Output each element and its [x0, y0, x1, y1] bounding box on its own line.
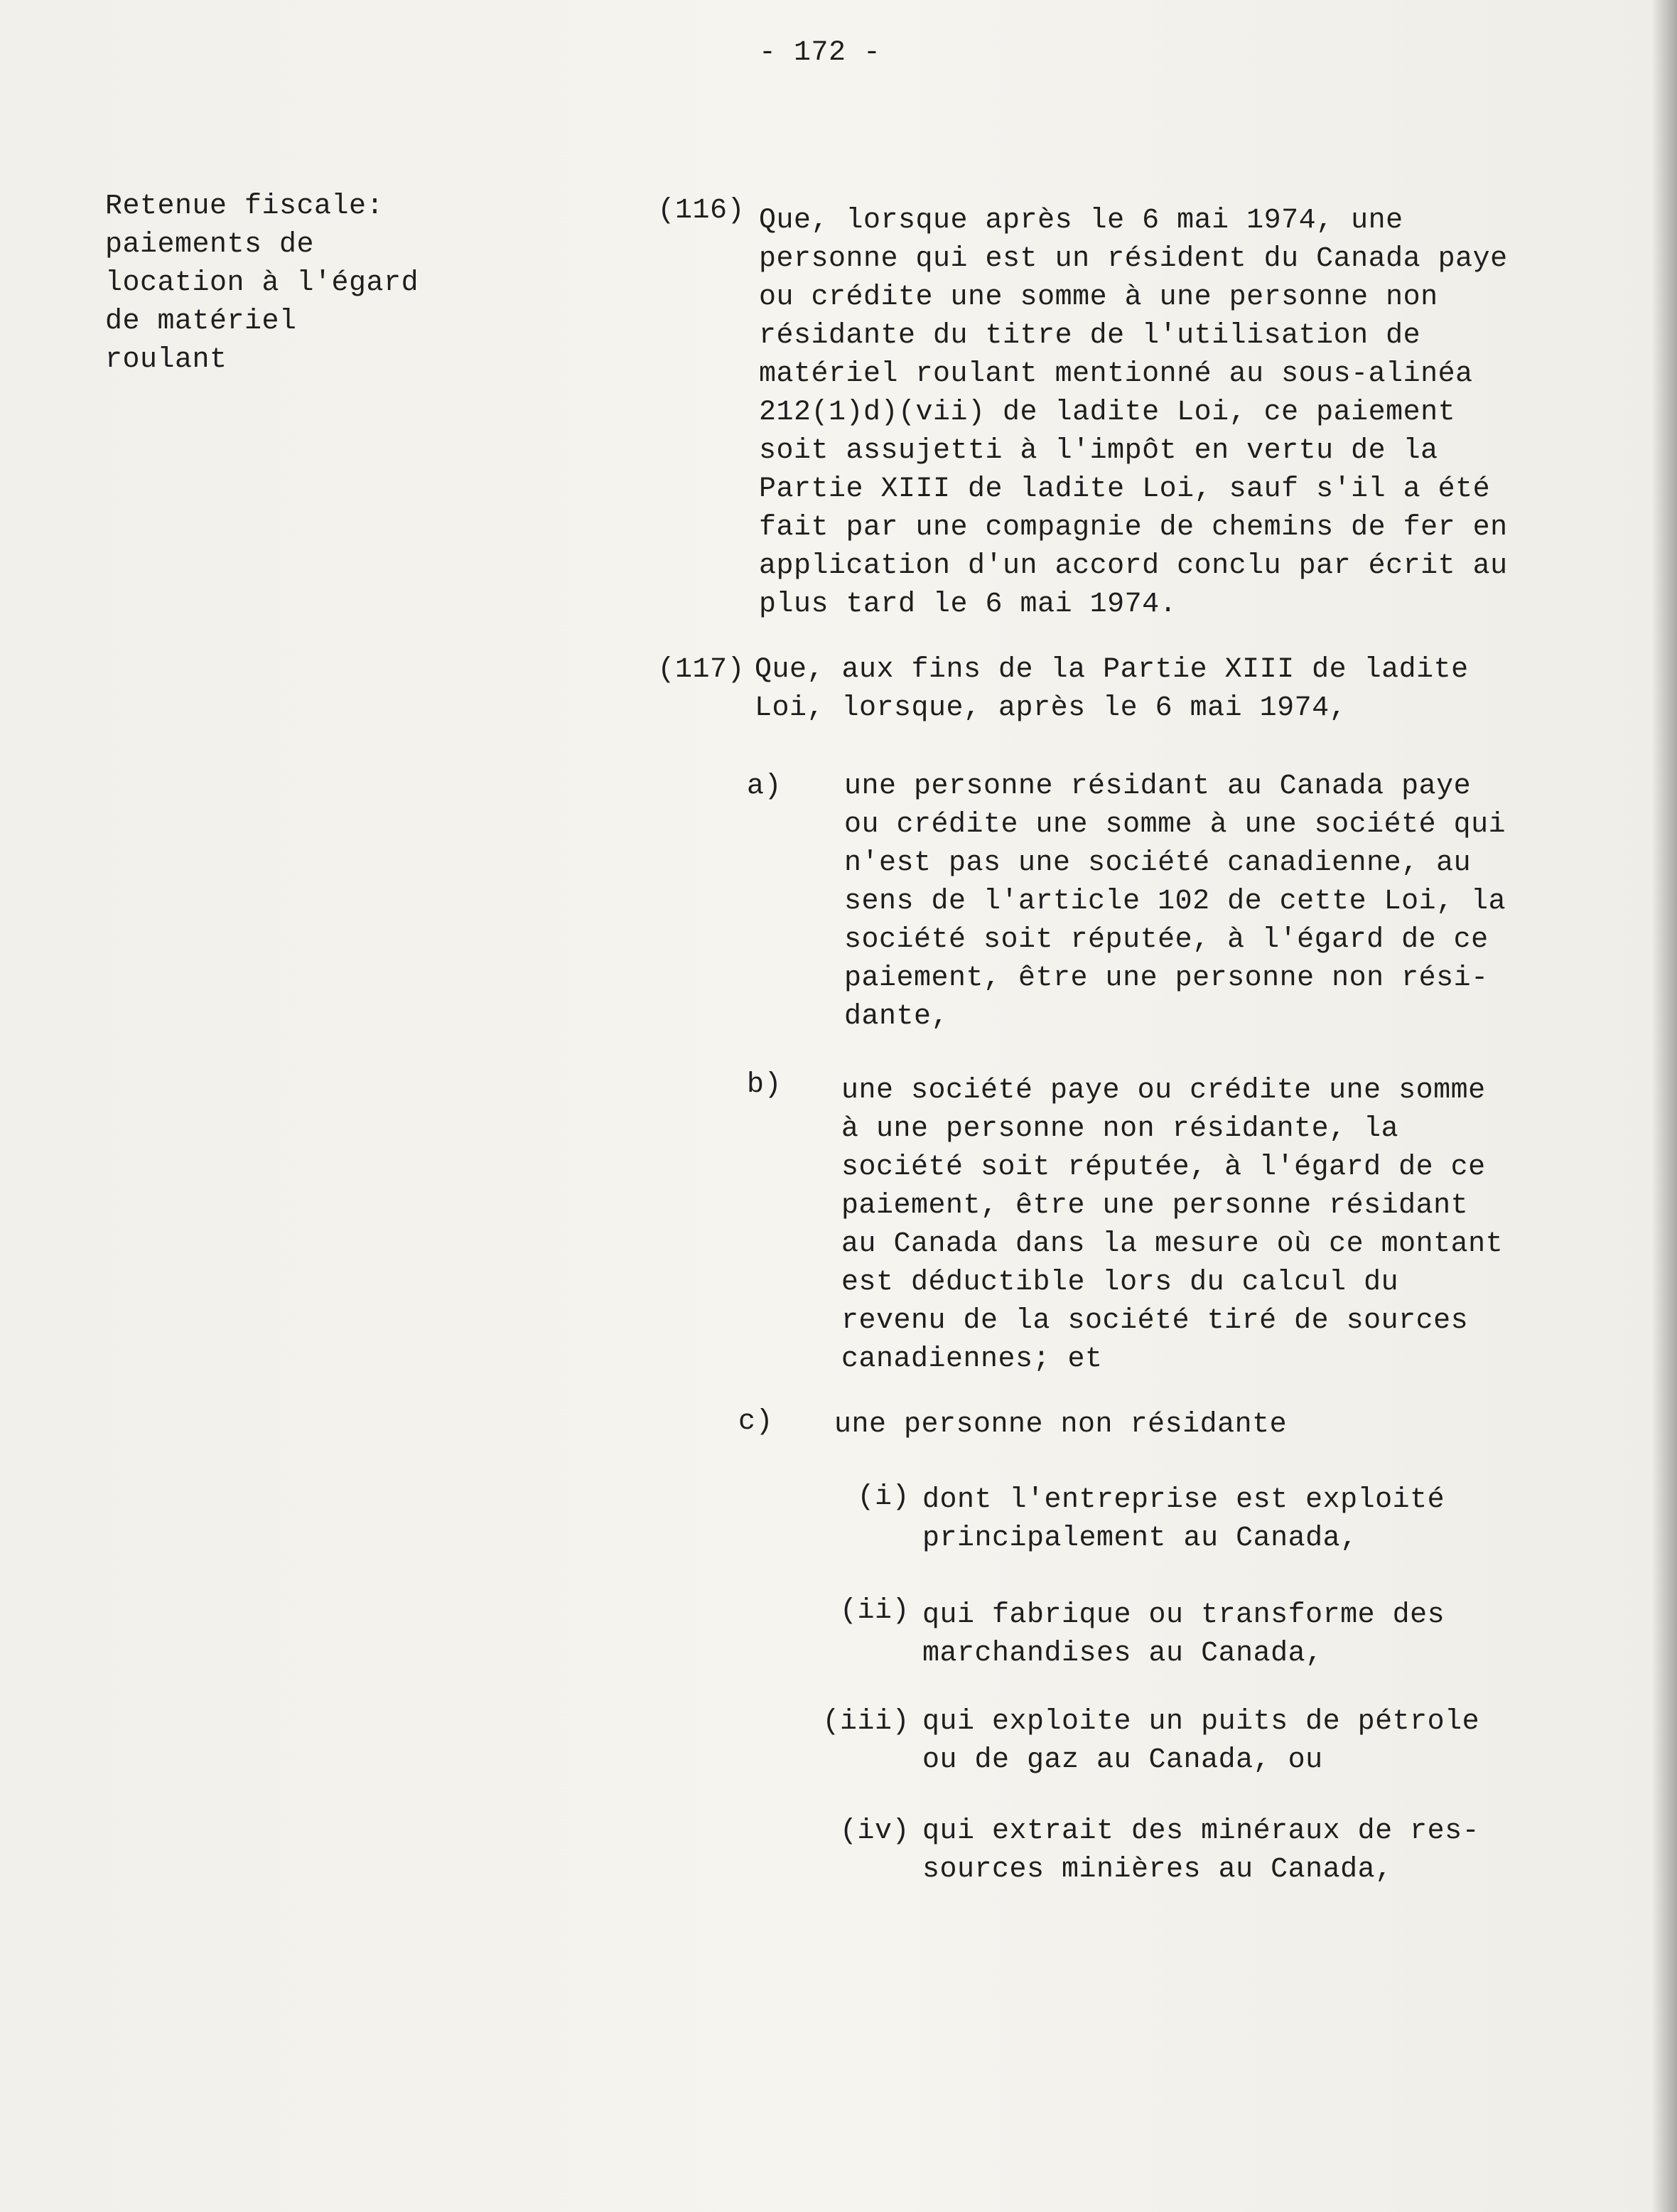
text-line: dante, [844, 1001, 949, 1033]
text-line: Loi, lorsque, après le 6 mai 1974, [755, 692, 1347, 724]
text-line: une personne résidant au Canada paye [844, 771, 1472, 802]
text-line: société soit réputée, à l'égard de ce [841, 1151, 1486, 1183]
section-116-number: (116) [657, 195, 745, 227]
subparagraph-iv-label: (iv) [839, 1815, 910, 1847]
text-line: dont l'entreprise est exploité [922, 1484, 1445, 1516]
text-line: qui fabrique ou transforme des [922, 1599, 1445, 1631]
text-line: 212(1)d)(vii) de ladite Loi, ce paiement [759, 397, 1456, 429]
margin-note-line: paiements de [105, 229, 315, 261]
text-line: application d'un accord conclu par écrit au [759, 550, 1508, 582]
text-line: marchandises au Canada, [922, 1638, 1323, 1670]
text-line: est déductible lors du calcul du [841, 1267, 1399, 1299]
text-line: qui extrait des minéraux de res- [922, 1815, 1480, 1847]
text-line: plus tard le 6 mai 1974. [759, 589, 1177, 621]
section-117-intro [755, 651, 1469, 728]
text-line: ou crédite une somme à une société qui [844, 809, 1506, 841]
section-116-text [759, 202, 1508, 624]
subparagraph-iv-text [922, 1813, 1479, 1889]
paragraph-a-label: a) [746, 771, 782, 802]
subparagraph-iii-text [922, 1703, 1479, 1780]
text-line: ou crédite une somme à une personne non [759, 281, 1438, 313]
page-edge-shadow [1651, 0, 1677, 2212]
margin-note-line: de matériel [105, 306, 297, 338]
text-line: Que, aux fins de la Partie XIII de ladite [755, 654, 1469, 686]
section-117-number: (117) [657, 654, 745, 686]
paragraph-a-text [844, 768, 1506, 1036]
text-line: n'est pas une société canadienne, au [844, 847, 1472, 879]
text-line: ou de gaz au Canada, ou [922, 1744, 1323, 1776]
text-line: personne qui est un résident du Canada paye [759, 243, 1508, 275]
text-line: revenu de la société tiré de sources [841, 1305, 1469, 1337]
text-line: principalement au Canada, [922, 1523, 1358, 1555]
subparagraph-ii-text [922, 1596, 1445, 1673]
text-line: société soit réputée, à l'égard de ce [844, 924, 1489, 956]
subparagraph-i-label: (i) [857, 1481, 910, 1513]
margin-note [105, 188, 419, 380]
text-line: paiement, être une personne résidant [841, 1190, 1469, 1222]
paragraph-b-text [841, 1072, 1503, 1379]
subparagraph-i-text [922, 1481, 1445, 1558]
page-number: - 172 - [759, 37, 881, 69]
text-line: résidante du titre de l'utilisation de [759, 320, 1421, 352]
paragraph-b-label: b) [746, 1069, 782, 1101]
margin-note-line: roulant [105, 344, 227, 376]
paragraph-c-text [834, 1406, 1287, 1444]
text-line: soit assujetti à l'impôt en vertu de la [759, 435, 1438, 467]
paragraph-c-label: c) [738, 1406, 773, 1438]
subparagraph-iii-label: (iii) [822, 1706, 910, 1738]
text-line: fait par une compagnie de chemins de fer en [759, 512, 1508, 544]
text-line: Partie XIII de ladite Loi, sauf s'il a été [759, 473, 1491, 505]
text-line: au Canada dans la mesure où ce montant [841, 1228, 1504, 1260]
text-line: paiement, être une personne non rési- [844, 962, 1489, 994]
text-line: matériel roulant mentionné au sous-alinéa [759, 358, 1473, 390]
text-line: à une personne non résidante, la [841, 1113, 1399, 1145]
text-line: canadiennes; et [841, 1343, 1103, 1375]
margin-note-line: location à l'égard [105, 267, 419, 299]
margin-note-line: Retenue fiscale: [105, 190, 384, 222]
text-line: une personne non résidante [834, 1409, 1288, 1441]
text-line: qui exploite un puits de pétrole [922, 1706, 1480, 1738]
text-line: sources minières au Canada, [922, 1854, 1393, 1886]
text-line: une société paye ou crédite une somme [841, 1075, 1486, 1107]
text-line: Que, lorsque après le 6 mai 1974, une [759, 205, 1403, 237]
subparagraph-ii-label: (ii) [839, 1595, 910, 1627]
text-line: sens de l'article 102 de cette Loi, la [844, 886, 1506, 918]
